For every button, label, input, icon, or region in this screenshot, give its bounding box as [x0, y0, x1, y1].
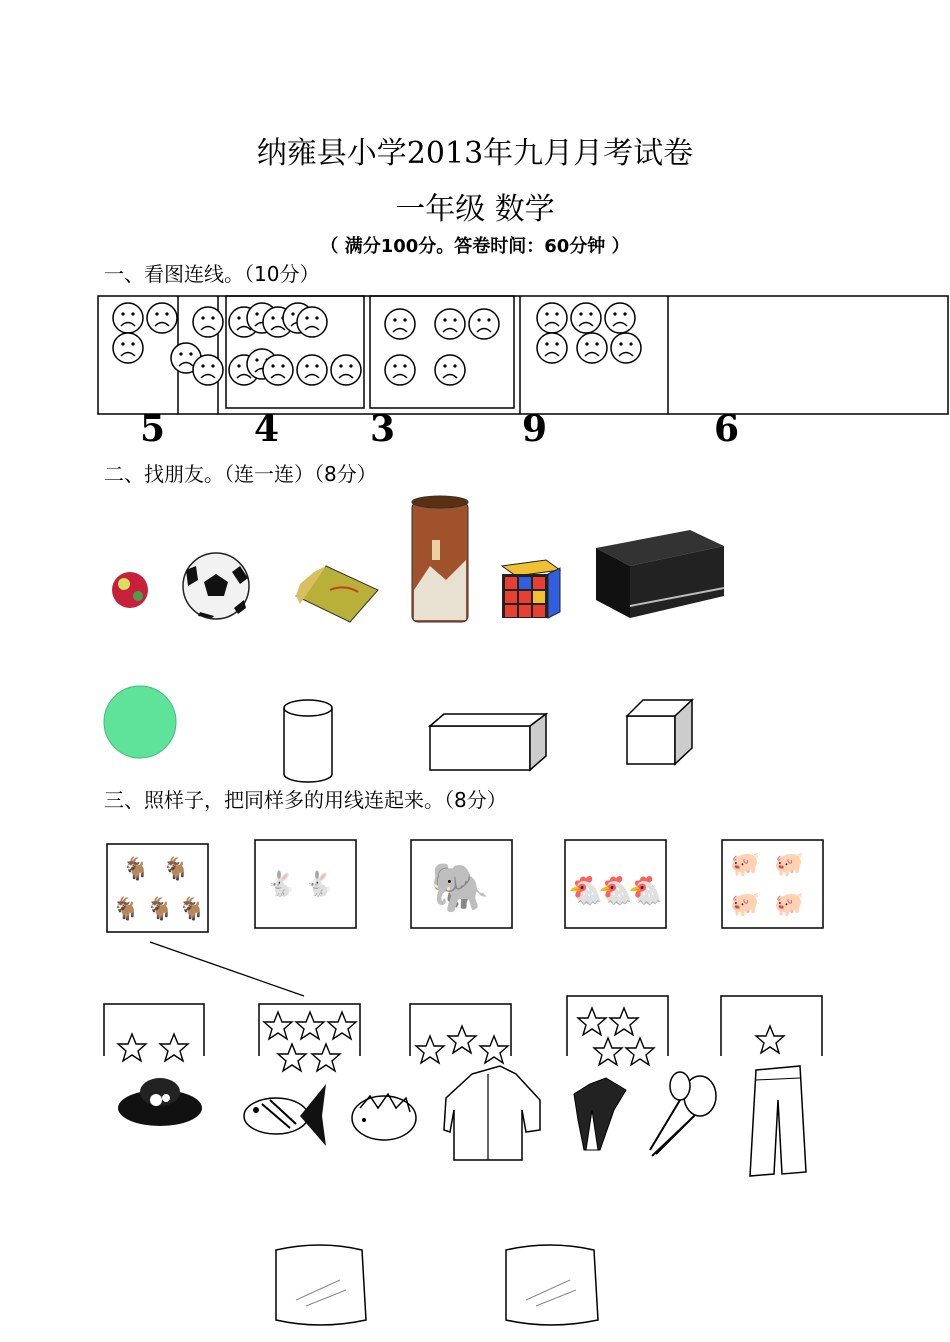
vegetable-bunch-image: [650, 1072, 716, 1156]
svg-text:🐐: 🐐: [146, 897, 174, 922]
chickens-box: [565, 840, 666, 928]
trousers-image: [750, 1066, 806, 1176]
section-3-heading: 三、照样子，把同样多的用线连起来。（8分）: [104, 788, 507, 812]
section-2-heading: 二、找朋友。（连一连）（8分）: [104, 462, 377, 486]
stars-box-2: [104, 1004, 204, 1061]
pigs-box: [722, 840, 823, 928]
rubiks-cube-image: [502, 560, 560, 618]
hedgehog-image: [352, 1094, 416, 1140]
goats-box: [107, 844, 208, 932]
number-4: 4: [254, 408, 280, 450]
bag-1-image: [276, 1245, 366, 1325]
jacket-image: [444, 1066, 540, 1160]
hat-image: [118, 1078, 202, 1126]
cuboid-shape: [430, 714, 546, 770]
tea-tin-image: [412, 496, 468, 622]
cylinder-shape: [284, 700, 332, 782]
shoebox-image: [596, 530, 724, 618]
svg-text:🐖: 🐖: [730, 850, 760, 878]
svg-text:🐔: 🐔: [628, 874, 663, 907]
stars-box-6: [259, 1004, 360, 1071]
stars-box-1: [721, 996, 822, 1056]
section-1-heading: 一、看图连线。（10分）: [104, 262, 320, 286]
svg-text:🐇: 🐇: [304, 870, 334, 898]
svg-text:🐐: 🐐: [112, 897, 140, 922]
svg-text:🐔: 🐔: [598, 874, 633, 907]
exam-note: （ 满分100分。答卷时间：60分钟 ）: [320, 236, 630, 257]
svg-text:🐖: 🐖: [730, 890, 760, 918]
face-group-2: [229, 303, 361, 385]
number-3: 3: [370, 408, 396, 450]
face-group-3: [385, 309, 499, 385]
soccer-ball-image: [183, 553, 249, 619]
svg-text:🐐: 🐐: [178, 897, 206, 922]
page-title: 纳雍县小学2013年九月月考试卷: [256, 136, 694, 171]
bag-2-image: [506, 1245, 598, 1325]
svg-text:🐐: 🐐: [162, 857, 190, 882]
cabbage-image: [574, 1078, 626, 1150]
number-9: 9: [522, 408, 548, 450]
svg-text:🐔: 🐔: [568, 874, 603, 907]
cube-shape: [627, 700, 692, 764]
sphere-shape: [104, 686, 176, 758]
fish-image: [244, 1084, 326, 1146]
svg-text:🐘: 🐘: [430, 860, 490, 916]
small-ball-image: [112, 572, 148, 608]
page-subtitle: 一年级 数学: [395, 192, 555, 227]
svg-text:🐐: 🐐: [122, 857, 150, 882]
rabbits-box: [255, 840, 356, 928]
face-group-1: [113, 303, 223, 385]
matchbox-image: [296, 566, 378, 622]
elephant-box: [411, 840, 512, 928]
number-6: 6: [714, 408, 740, 450]
svg-text:🐖: 🐖: [774, 890, 804, 918]
svg-text:🐖: 🐖: [774, 850, 804, 878]
stars-box-4: [567, 996, 668, 1065]
face-group-4: [537, 303, 641, 363]
stars-box-5: [410, 1004, 511, 1063]
number-5: 5: [140, 408, 166, 450]
svg-text:🐇: 🐇: [266, 870, 296, 898]
example-connect-line: [150, 942, 304, 996]
